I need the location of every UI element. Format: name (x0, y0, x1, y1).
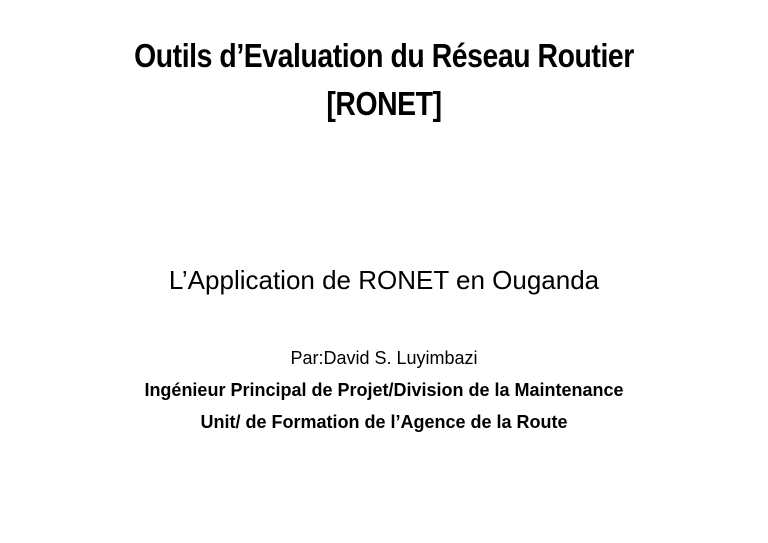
slide-title-line-2: [RONET] (326, 85, 442, 122)
slide-subtitle: L’Application de RONET en Ouganda (168, 265, 600, 295)
slide-title-line-1: Outils d’Evaluation du Réseau Routier (134, 37, 634, 74)
author-name: Par:David S. Luyimbazi (290, 348, 478, 368)
author-role-line-1: Ingénieur Principal de Projet/Division de la Maintenance (144, 380, 624, 400)
author-role-line-2: Unit/ de Formation de l’Agence de la Route (200, 412, 568, 432)
slide-title (54, 32, 714, 128)
